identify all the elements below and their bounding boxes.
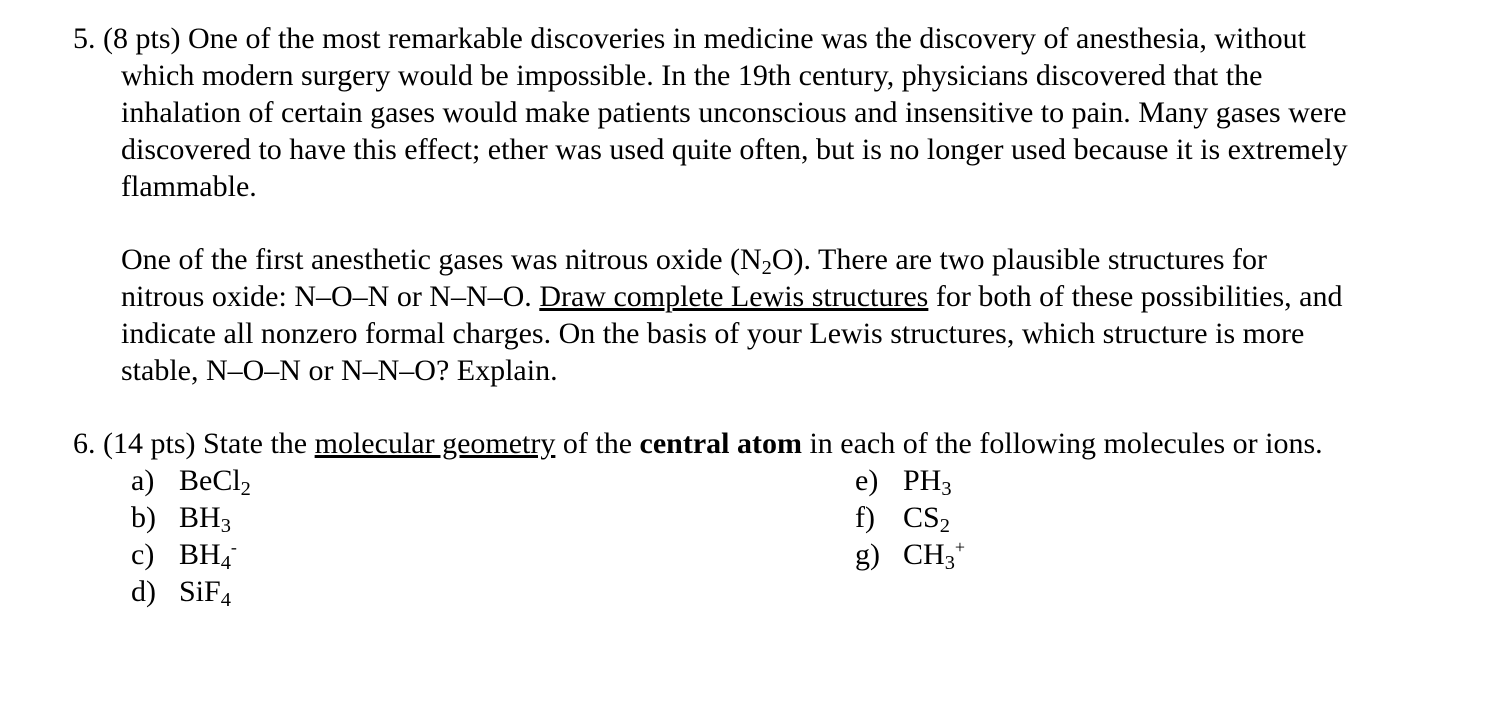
formula-base: PH [903, 464, 942, 497]
item-letter: f) [855, 501, 875, 534]
formula-base: CH [903, 538, 945, 571]
item-letter: c) [131, 538, 155, 571]
item-letter: e) [855, 464, 879, 497]
question-5-line: discovered to have this effect; ether was used quite often, but is no longer used because it is extremely [121, 133, 1348, 166]
p2-text: O). There are two plausible structures for [771, 243, 1267, 276]
p2-text: for both of these possibilities, and [928, 280, 1343, 313]
formula-base: BeCl [179, 464, 241, 497]
formula-charge: - [230, 537, 237, 558]
formula-charge: + [954, 537, 966, 558]
question-5-p2-line-2 [121, 278, 1481, 315]
question-5-paragraph-1 [121, 57, 1481, 205]
formula-base: SiF [179, 575, 221, 608]
question-5-line: flammable. [121, 170, 257, 203]
list-item [855, 462, 965, 499]
question-6-heading [73, 425, 1323, 462]
formula-subscript: 2 [240, 478, 251, 501]
formula-base: BH [179, 538, 221, 571]
list-item [855, 499, 965, 536]
list-item [131, 462, 251, 499]
list-item [131, 536, 251, 573]
formula-subscript: 2 [939, 515, 950, 538]
item-letter: d) [131, 575, 156, 608]
formula-base: BH [179, 501, 221, 534]
question-5-p2-line-1 [121, 241, 1481, 278]
formula-subscript: 3 [220, 515, 231, 538]
list-item [855, 536, 965, 573]
item-letter: g) [855, 538, 880, 571]
underlined-term: molecular geometry [314, 427, 556, 460]
q6-text: of the [555, 427, 640, 460]
molecule-list-left [131, 462, 251, 610]
list-item [131, 573, 251, 610]
question-5-line: inhalation of certain gases would make patients unconscious and insensitive to pain. Many gases were [121, 96, 1347, 129]
subscript: 2 [761, 257, 772, 280]
list-item [131, 499, 251, 536]
formula-base: CS [903, 501, 940, 534]
molecule-list-right [855, 462, 965, 573]
underlined-instruction: Draw complete Lewis structures [539, 280, 929, 313]
p2-text: nitrous oxide: N–O–N or N–N–O. [121, 280, 540, 313]
item-letter: b) [131, 501, 156, 534]
question-5-heading: 5. (8 pts) One of the most remarkable discoveries in medicine was the discovery of anesthesia, without [73, 22, 1306, 55]
question-5-line: which modern surgery would be impossible. In the 19th century, physicians discovered that the [121, 59, 1263, 92]
question-5-paragraph-2 [121, 241, 1481, 389]
q6-text: 6. (14 pts) State the [73, 427, 315, 460]
bold-term: central atom [639, 427, 802, 460]
p2-text: One of the first anesthetic gases was nitrous oxide (N [121, 243, 762, 276]
formula-subscript: 4 [220, 589, 231, 612]
question-5-p2-line-4: stable, N–O–N or N–N–O? Explain. [121, 354, 558, 387]
q6-text: in each of the following molecules or ions. [801, 427, 1323, 460]
formula-subscript: 4 [220, 552, 231, 575]
formula-subscript: 3 [941, 478, 952, 501]
item-letter: a) [131, 464, 155, 497]
question-5-p2-line-3: indicate all nonzero formal charges. On the basis of your Lewis structures, which structure is more [121, 317, 1305, 350]
formula-subscript: 3 [944, 552, 955, 575]
